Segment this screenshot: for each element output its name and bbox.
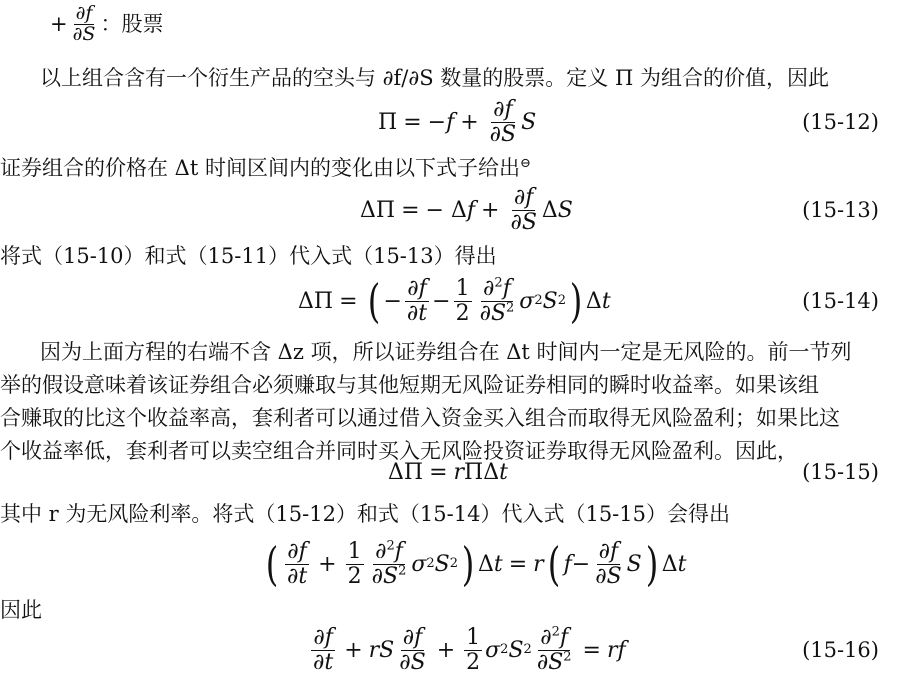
equation-15-12 [0, 92, 899, 152]
equation-15-16 [0, 620, 899, 680]
equation-15-13-math: ΔΠ = − Δ f + $\frac{\partial f}{\partial S}$ Δ S [360, 185, 573, 235]
price-change-sentence: 证券组合的价格在 Δt 时间区间内的变化由以下式子给出 [0, 156, 520, 180]
substituted-equation-math: ( $\frac{\partial f}{\partial t}$ + $\frac{1}{2}$ $\frac{\partial^2f}{\partial S^2}$ σ 2 S 2 ) Δ t = r ( f − $\frac{\partial f}{\partial S}$ S ) Δ t [265, 537, 687, 591]
plus-sign: + [50, 11, 68, 36]
frac-denominator: ∂S [72, 22, 96, 45]
equation-number: (15-13) [802, 198, 879, 222]
equation-number: (15-15) [802, 460, 879, 484]
paragraph-row: 个收益率低，套利者可以卖空组合并同时买入无风险投资证券取得无风险盈利。因此， [0, 439, 798, 463]
risk-free-argument-paragraph [0, 336, 870, 468]
substitution-text: 将式（15-10）和式（15-11）代入式（15-13）得出 [0, 244, 497, 268]
equation-number: (15-14) [802, 289, 879, 313]
df-ds-fraction [71, 4, 98, 45]
equation-15-13 [0, 180, 899, 240]
substituted-equation [0, 534, 899, 594]
equation-number: (15-12) [802, 110, 879, 134]
stock-line [50, 4, 163, 45]
portfolio-definition-text: 以上组合含有一个衍生产品的空头与 ∂f/∂S 数量的股票。定义 Π 为组合的价值，因此 [40, 66, 829, 90]
equation-15-12-math: Π = − f + $\frac{\partial f}{\partial S}$ S [378, 97, 537, 147]
price-change-text [0, 156, 531, 181]
paragraph-row: 因为上面方程的右端不含 Δz 项，所以证券组合在 Δt 时间内一定是无风险的。前一节列 [40, 340, 852, 364]
therefore-text: 因此 [0, 598, 42, 622]
paragraph-row: 举的假设意味着该证券组合必须赚取与其他短期无风险证券相同的瞬时收益率。如果该组 [0, 373, 819, 397]
equation-15-14-math: ΔΠ = ( − $\frac{\partial f}{\partial t}$ − $\frac{1}{2}$ $\frac{\partial^2f}{\partial S^2}$ σ 2 S 2 ) Δ t [298, 274, 611, 328]
equation-number: (15-16) [802, 638, 879, 662]
equation-15-14 [0, 271, 899, 331]
paragraph-row: 合赚取的比这个收益率高，套利者可以通过借入资金买入组合而取得无风险盈利；如果比这 [0, 406, 840, 430]
equation-15-15-math: ΔΠ = r ΠΔ t [388, 459, 508, 485]
stock-label: ：股票 [100, 11, 164, 36]
footnote-marker: ⊖ [519, 156, 531, 171]
frac-numerator: ∂f [75, 2, 93, 24]
risk-free-rate-text: 其中 r 为无风险利率。将式（15-12）和式（15-14）代入式（15-15）会得出 [0, 502, 731, 526]
equation-15-16-math: $\frac{\partial f}{\partial t}$ + rS $\frac{\partial f}{\partial S}$ + $\frac{1}{2}$ σ 2 S 2 $\frac{\partial^2f}{\partial S^2}$ = rf [313, 625, 626, 675]
equation-15-15 [0, 452, 899, 492]
